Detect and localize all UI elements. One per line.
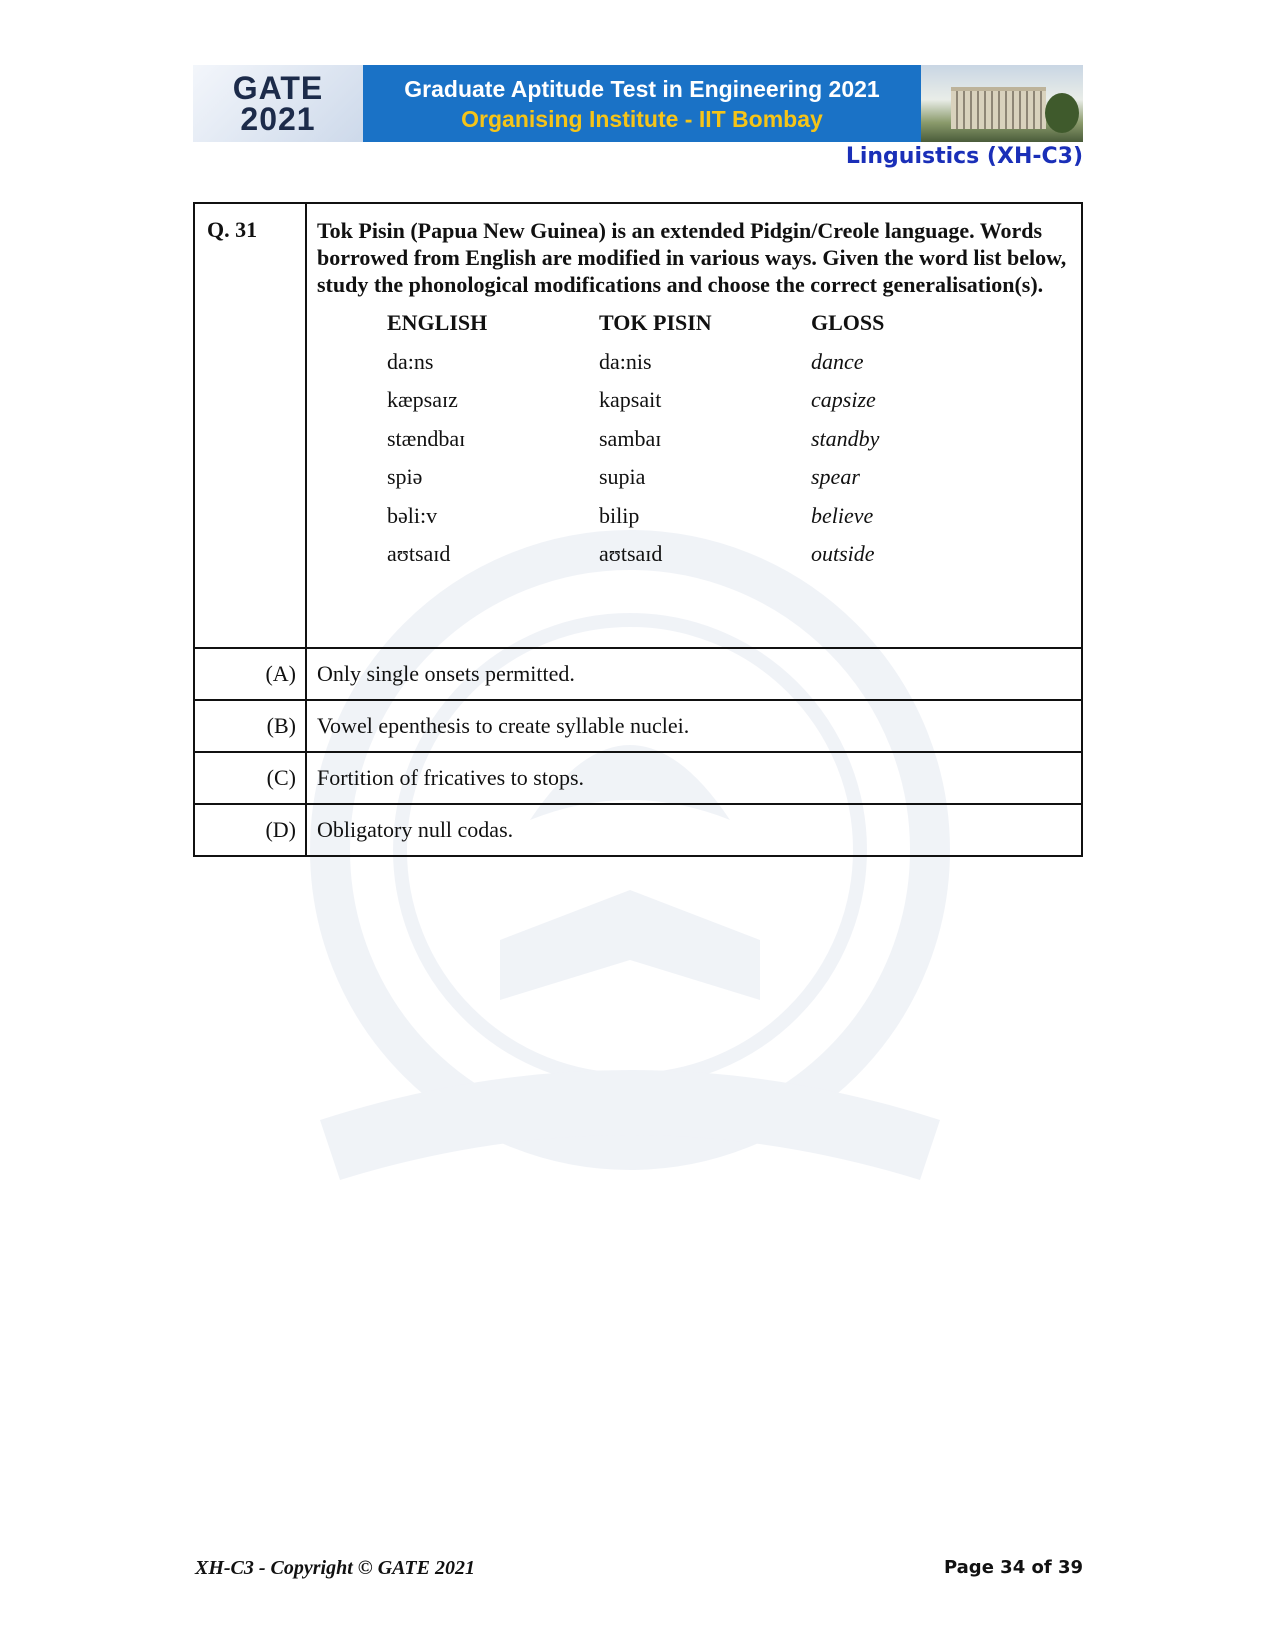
gloss-word: spear [811,464,860,489]
english-word: bəli:v [387,502,438,528]
option-label: (C) [194,752,306,804]
gloss-word: outside [811,541,875,566]
tok-pisin-word: bilip [599,502,640,528]
option-label: (B) [194,700,306,752]
column-header-tok-pisin: TOK PISIN [599,310,712,335]
banner-subtitle: Organising Institute - IIT Bombay [461,105,823,132]
english-word: da:ns [387,348,434,374]
question-table [193,202,1083,857]
header-banner [193,65,1083,142]
english-word: kæpsaɪz [387,387,458,412]
gloss-word: standby [811,425,880,451]
word-row [387,426,991,465]
question-number: Q. 31 [194,203,306,648]
tree-image [1045,93,1079,133]
footer-page-number: Page 34 of 39 [943,1557,1083,1578]
banner-title-block [363,65,921,142]
option-row-c [194,752,1082,804]
logo-text-year: 2021 [240,100,316,137]
word-row [387,349,991,388]
english-word: aʊtsaɪd [387,541,451,566]
option-label: (A) [194,648,306,700]
option-row-a [194,648,1082,700]
gloss-word: dance [811,348,864,374]
option-row-d [194,804,1082,856]
word-row [387,541,991,580]
logo-text-gate: GATE [232,69,324,106]
option-text: Vowel epenthesis to create syllable nuclei. [306,700,1082,752]
question-body [306,203,1082,648]
question-row [194,203,1082,648]
tok-pisin-word: sambaɪ [599,425,662,451]
word-list-header [387,310,991,349]
question-text: Tok Pisin (Papua New Guinea) is an extended Pidgin/Creole language. Words borrowed from English are modified in various ways. Given the word list below, study the phonological modifications and choose the correct generalisation(s). [317,218,1067,297]
word-row [387,503,991,542]
tok-pisin-word: da:nis [599,348,652,374]
column-header-gloss: GLOSS [811,310,885,335]
word-list-table [387,310,991,580]
banner-title: Graduate Aptitude Test in Engineering 2021 [404,75,880,102]
building-image [951,87,1046,129]
option-text: Obligatory null codas. [306,804,1082,856]
option-label: (D) [194,804,306,856]
option-text: Fortition of fricatives to stops. [306,752,1082,804]
campus-photo [921,65,1083,142]
gloss-word: believe [811,502,874,528]
word-row [387,387,991,426]
option-text: Only single onsets permitted. [306,648,1082,700]
gate-logo [193,65,363,142]
subject-title: Linguistics (XH-C3) [845,144,1083,169]
word-row [387,464,991,503]
tok-pisin-word: kapsait [599,387,662,412]
english-word: stændbaɪ [387,425,466,451]
column-header-english: ENGLISH [387,310,488,335]
option-row-b [194,700,1082,752]
tok-pisin-word: aʊtsaɪd [599,541,663,566]
english-word: spiə [387,464,423,489]
footer-copyright: XH-C3 - Copyright © GATE 2021 [195,1557,475,1579]
gloss-word: capsize [811,387,876,412]
tok-pisin-word: supia [599,464,646,489]
